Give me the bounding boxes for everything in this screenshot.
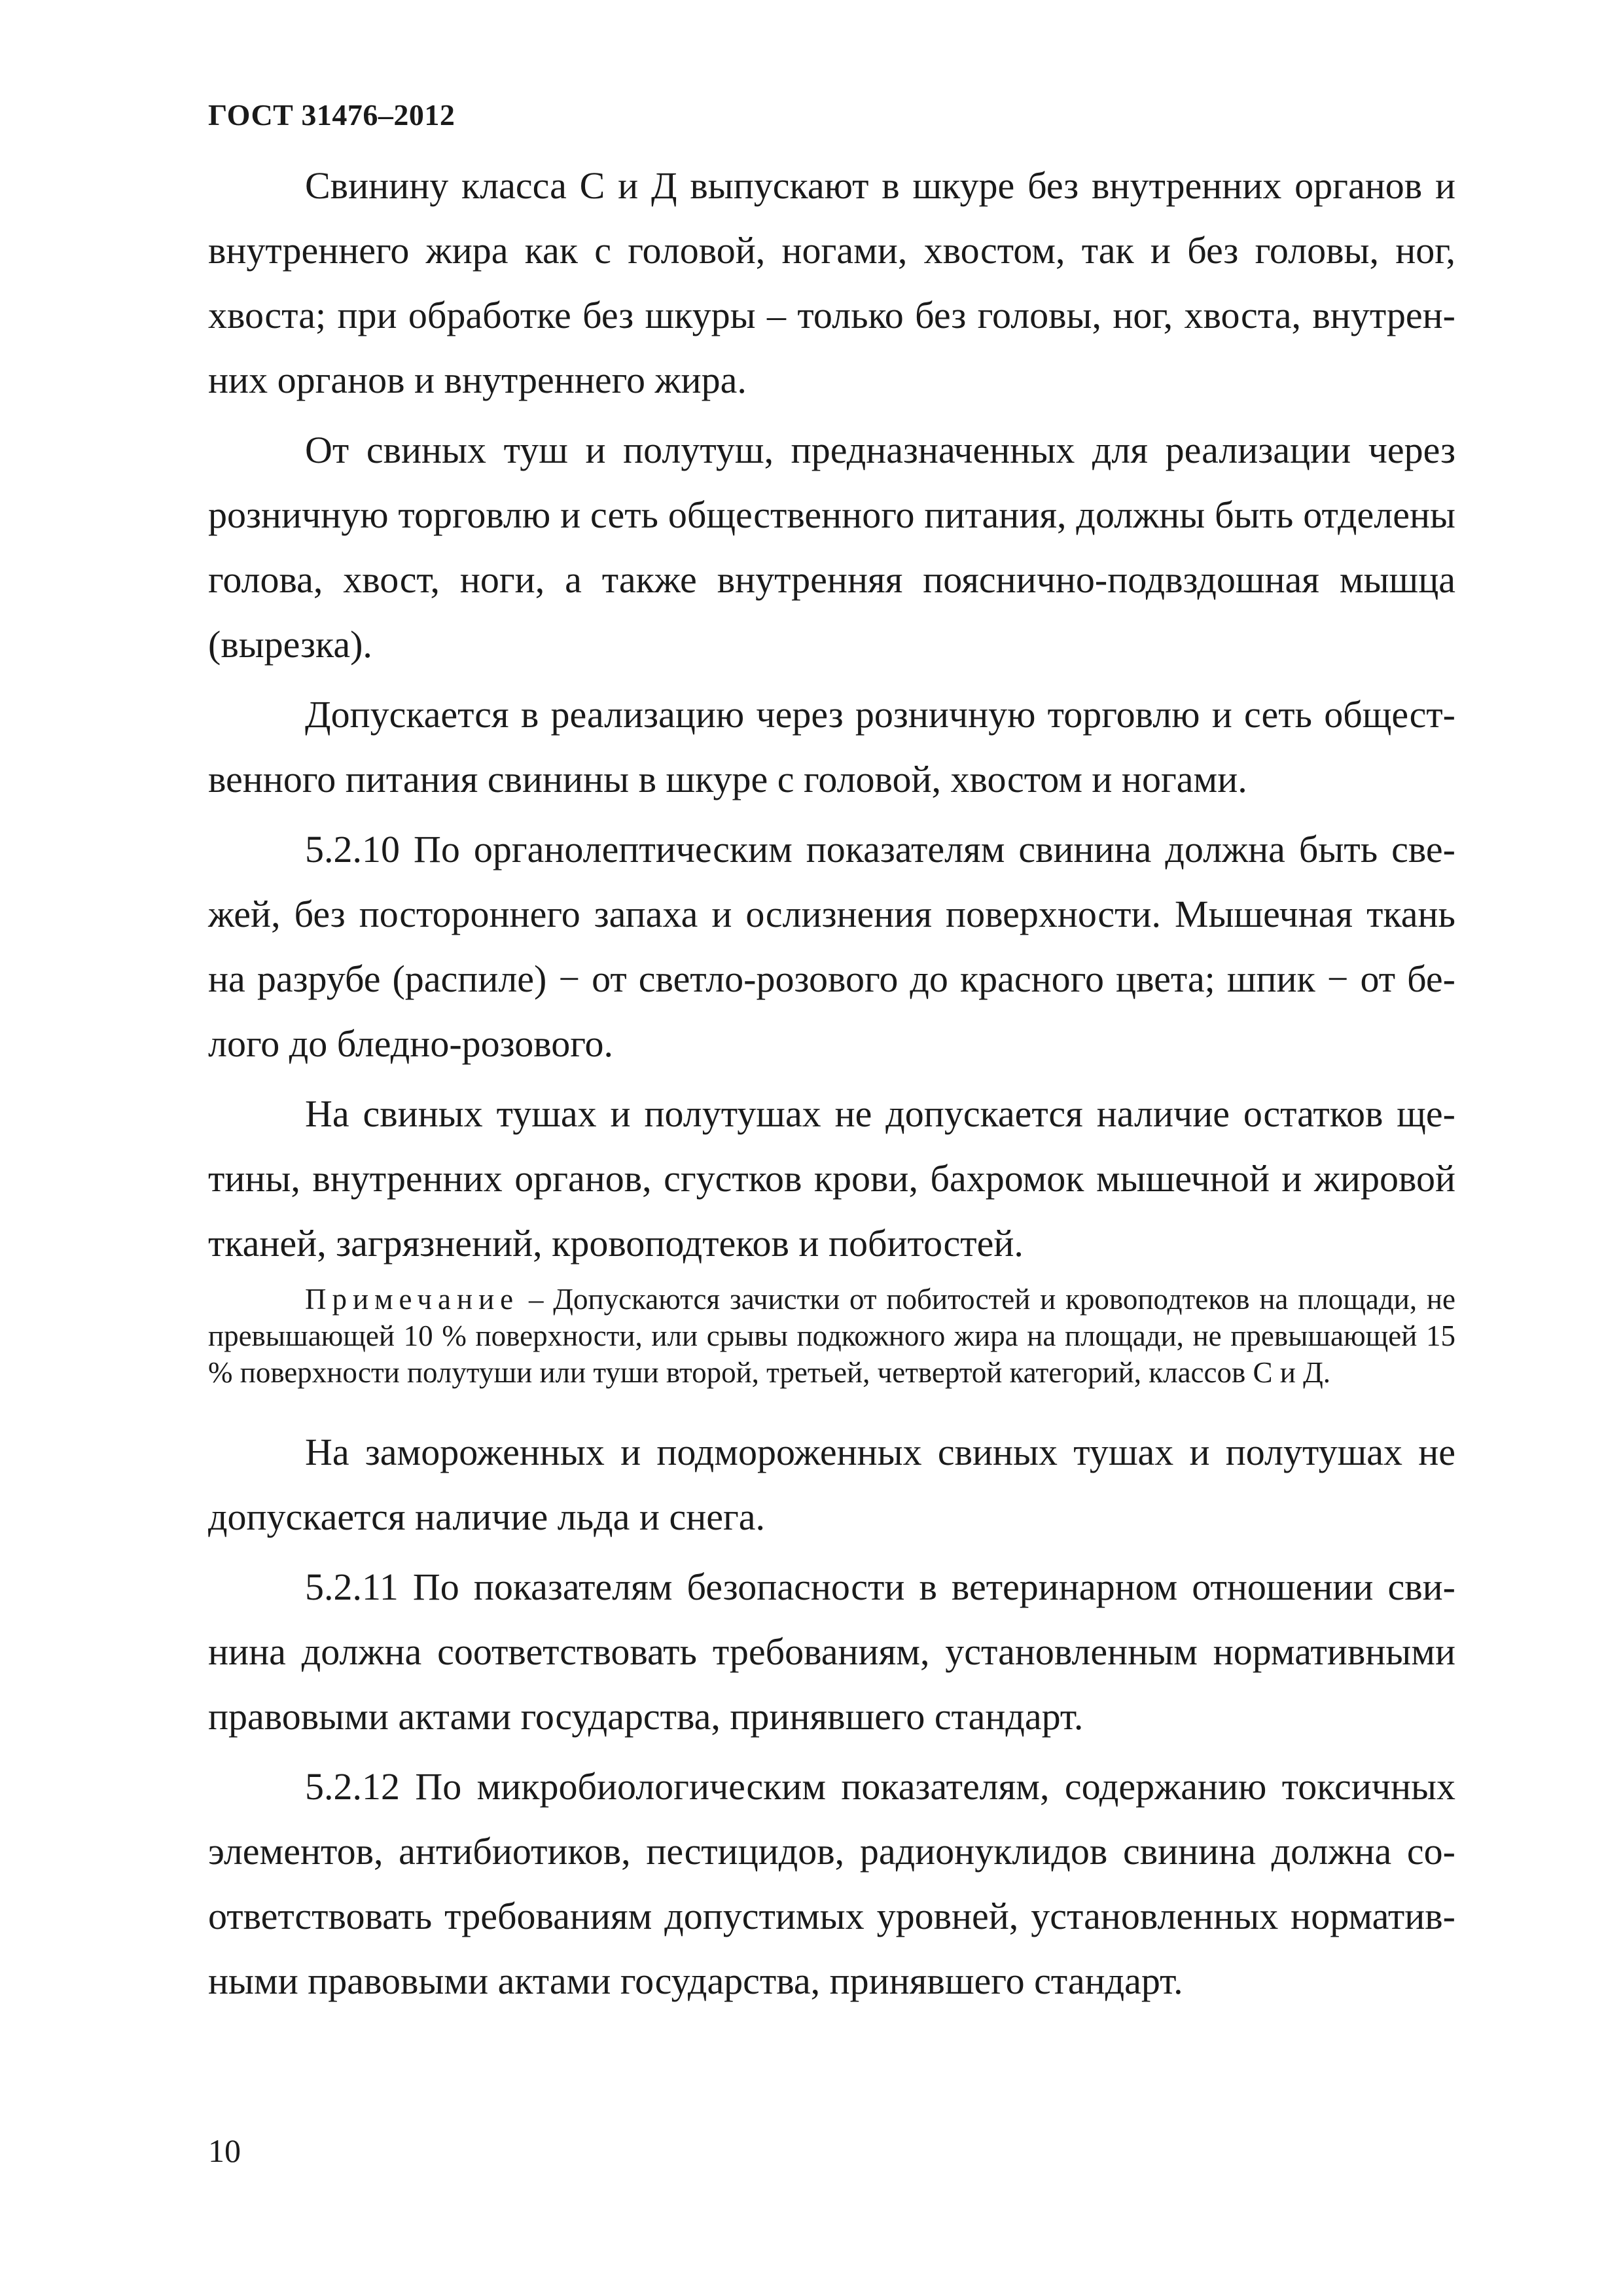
paragraph-5-2-11: 5.2.11 По показателям безопасности в ветеринарном отношении свинина должна соответствовать требованиям, установленным нормативными правовыми актами государства, принявшего стандарт.	[208, 1566, 1455, 1738]
paragraph-carcass-separation: От свиных туш и полутуш, предназначенных для реализации через розничную торговлю и сеть общественного питания, должны быть отделены голова, хвост, ноги, а также внутренняя пояснично-подвздошная мышца (вырезка).	[208, 429, 1455, 666]
document-body	[208, 153, 1455, 2018]
note-text: – Допускаются зачистки от побитостей и кровоподтеков на площади, не превышающей 10 % поверхности, или срывы подкожного жира на площади, не превышающей 15 % поверхности полутуши или туши второй, третьей, четвертой категорий, классов С и Д.	[208, 1283, 1455, 1389]
note-block	[208, 1281, 1455, 1391]
note-label: Примечание	[305, 1283, 520, 1316]
paragraph-residues: На свиных тушах и полутушах не допускается наличие остатков щетины, внутренних органов, сгустков крови, бахромок мышечной и жировой тканей, загрязнений, кровоподтеков и побитостей.	[208, 1092, 1455, 1265]
paragraph-class-c-d: Свинину класса С и Д выпускают в шкуре без внутренних органов и внутреннего жира как с головой, ногами, хвостом, так и без головы, ног, хвоста; при обработке без шкуры – только без головы, ног, хвоста, внутренних органов и внутреннего жира.	[208, 164, 1455, 401]
paragraph-5-2-12: 5.2.12 По микробиологическим показателям, содержанию токсичных элементов, антибиотиков, пестицидов, радионуклидов свинина должна соответствовать требованиям допустимых уровней, установленных нормативными правовыми актами государства, принявшего стандарт.	[208, 1765, 1455, 2002]
paragraph-retail-allowance: Допускается в реализацию через розничную торговлю и сеть общественного питания свинины в шкуре с головой, хвостом и ногами.	[208, 693, 1455, 800]
paragraph-frozen: На замороженных и подмороженных свиных тушах и полутушах не допускается наличие льда и снега.	[208, 1431, 1455, 1538]
standard-header: ГОСТ 31476–2012	[208, 98, 455, 132]
paragraph-5-2-10: 5.2.10 По органолептическим показателям свинина должна быть свежей, без постороннего запаха и ослизнения поверхности. Мышечная ткань на разрубе (распиле) − от светло-розового до красного цвета; шпик − от белого до бледно-розового.	[208, 828, 1455, 1065]
page-number: 10	[208, 2132, 241, 2169]
